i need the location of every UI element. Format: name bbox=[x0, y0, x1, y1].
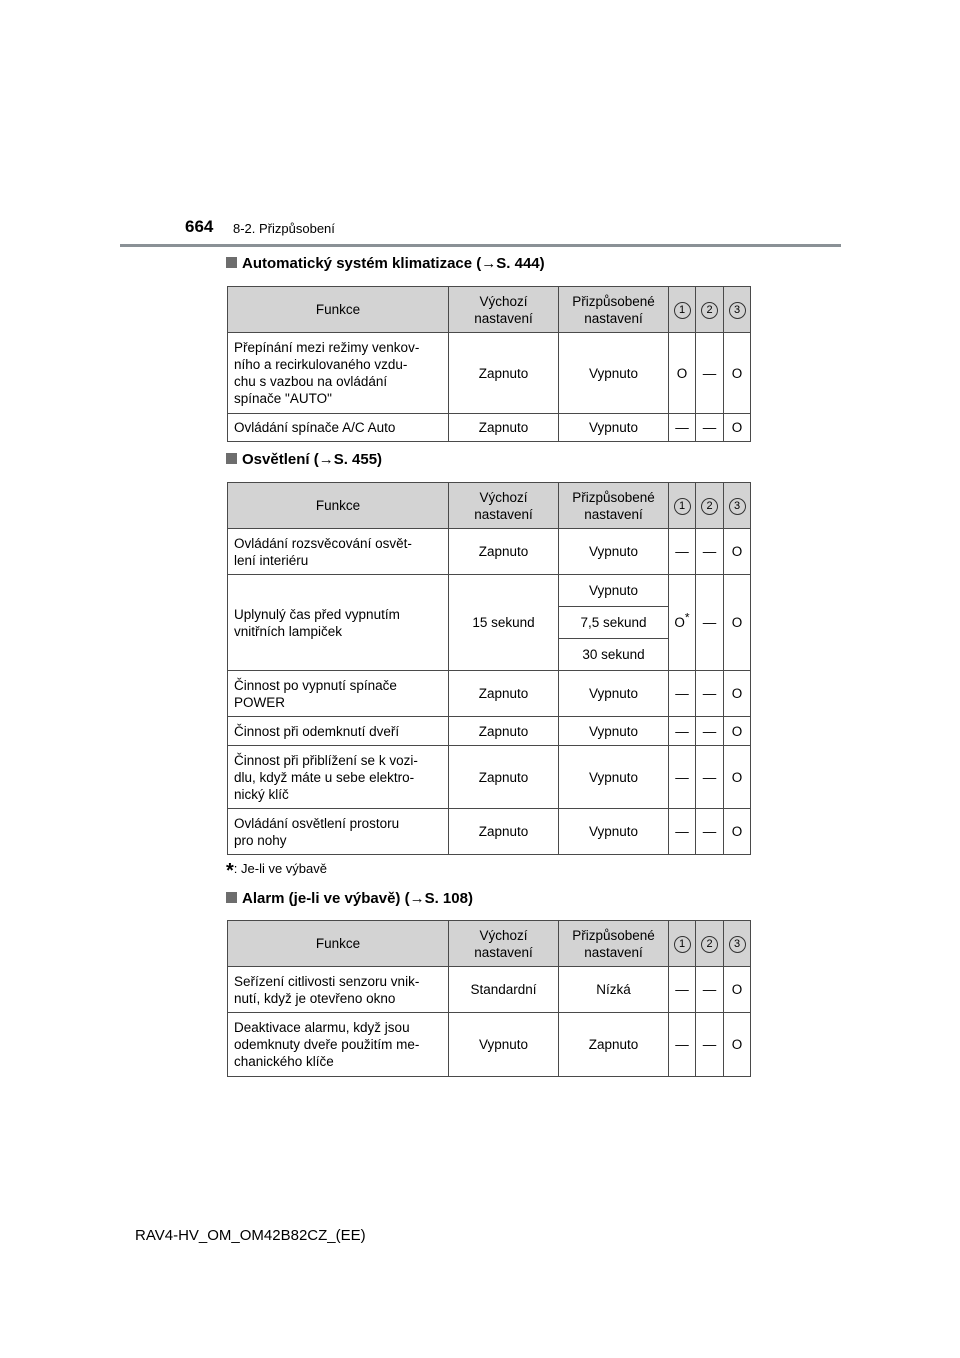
climate-table bbox=[227, 286, 751, 442]
cell-m1: — bbox=[669, 529, 696, 575]
table-header-row bbox=[228, 287, 751, 333]
cell-m3: O bbox=[724, 717, 751, 746]
cell-m2: — bbox=[696, 529, 724, 575]
cell-m2: — bbox=[696, 575, 724, 671]
circled-number-icon: 3 bbox=[729, 498, 746, 515]
cell-m2: — bbox=[696, 333, 724, 414]
cell-function: Deaktivace alarmu, když jsou odemknuty dveře použitím me- chanického klíče bbox=[228, 1013, 449, 1077]
cell-function: Seřízení citlivosti senzoru vnik- nutí, když je otevřeno okno bbox=[228, 967, 449, 1013]
cell-custom: Vypnuto bbox=[559, 414, 669, 442]
circled-number-icon: 3 bbox=[729, 302, 746, 319]
col-function: Funkce bbox=[228, 287, 449, 333]
alarm-table bbox=[227, 920, 751, 1077]
cell-function: Ovládání spínače A/C Auto bbox=[228, 414, 449, 442]
cell-m1: O bbox=[669, 333, 696, 414]
cell-m2: — bbox=[696, 809, 724, 855]
table-row bbox=[228, 333, 751, 414]
circled-number-icon: 2 bbox=[701, 936, 718, 953]
circled-number-icon: 1 bbox=[674, 302, 691, 319]
col-default: Výchozí nastavení bbox=[449, 287, 559, 333]
section-heading-lighting bbox=[226, 451, 382, 468]
circled-number-icon: 1 bbox=[674, 936, 691, 953]
cell-default: Zapnuto bbox=[449, 414, 559, 442]
col-function: Funkce bbox=[228, 483, 449, 529]
circled-number-icon: 2 bbox=[701, 302, 718, 319]
cell-default: Zapnuto bbox=[449, 809, 559, 855]
cell-custom: Vypnuto bbox=[559, 333, 669, 414]
cell-m3: O bbox=[724, 529, 751, 575]
cell-m2: — bbox=[696, 671, 724, 717]
cell-custom: Vypnuto bbox=[559, 671, 669, 717]
cell-function: Ovládání rozsvěcování osvět- lení interiéru bbox=[228, 529, 449, 575]
cell-m3: O bbox=[724, 671, 751, 717]
footnote-star: * bbox=[684, 610, 690, 625]
col-default: Výchozí nastavení bbox=[449, 483, 559, 529]
header-rule bbox=[120, 244, 841, 247]
cell-default: Zapnuto bbox=[449, 333, 559, 414]
cell-m1: — bbox=[669, 717, 696, 746]
circled-number-icon: 1 bbox=[674, 498, 691, 515]
square-bullet-icon bbox=[226, 892, 237, 903]
cell-default: Zapnuto bbox=[449, 529, 559, 575]
cell-m1: — bbox=[669, 967, 696, 1013]
cell-custom: Nízká bbox=[559, 967, 669, 1013]
col-1 bbox=[669, 921, 696, 967]
cell-m2: — bbox=[696, 1013, 724, 1077]
cell-custom: 30 sekund bbox=[559, 639, 669, 671]
col-3 bbox=[724, 921, 751, 967]
circled-number-icon: 2 bbox=[701, 498, 718, 515]
cell-function: Přepínání mezi režimy venkov- ního a recirkulovaného vzdu- chu s vazbou na ovládání spínače "AUTO" bbox=[228, 333, 449, 414]
cell-custom: Zapnuto bbox=[559, 1013, 669, 1077]
col-3 bbox=[724, 483, 751, 529]
cell-function: Uplynulý čas před vypnutím vnitřních lampiček bbox=[228, 575, 449, 671]
page-number: 664 bbox=[185, 217, 214, 236]
document-id: RAV4-HV_OM_OM42B82CZ_(EE) bbox=[135, 1227, 366, 1244]
cell-m2: — bbox=[696, 717, 724, 746]
table-row bbox=[228, 671, 751, 717]
cell-m1: — bbox=[669, 746, 696, 809]
table-row bbox=[228, 809, 751, 855]
cell-custom: Vypnuto bbox=[559, 529, 669, 575]
table-row bbox=[228, 575, 751, 607]
col-2 bbox=[696, 287, 724, 333]
footnote bbox=[226, 860, 327, 883]
table-header-row bbox=[228, 483, 751, 529]
col-custom: Přizpůsobené nastavení bbox=[559, 921, 669, 967]
section-heading-climate bbox=[226, 255, 545, 272]
cell-m1: — bbox=[669, 809, 696, 855]
cell-m3: O bbox=[724, 414, 751, 442]
table-row bbox=[228, 717, 751, 746]
cell-function: Činnost po vypnutí spínače POWER bbox=[228, 671, 449, 717]
col-3 bbox=[724, 287, 751, 333]
cell-m3: O bbox=[724, 333, 751, 414]
circled-number-icon: 3 bbox=[729, 936, 746, 953]
square-bullet-icon bbox=[226, 257, 237, 268]
chapter-title: 8-2. Přizpůsobení bbox=[233, 221, 335, 236]
cell-m3: O bbox=[724, 575, 751, 671]
col-custom: Přizpůsobené nastavení bbox=[559, 483, 669, 529]
table-row bbox=[228, 529, 751, 575]
cell-m3: O bbox=[724, 809, 751, 855]
cell-function: Činnost při přiblížení se k vozi- dlu, když máte u sebe elektro- nický klíč bbox=[228, 746, 449, 809]
cell-default: Zapnuto bbox=[449, 671, 559, 717]
table-row bbox=[228, 414, 751, 442]
cell-custom: Vypnuto bbox=[559, 809, 669, 855]
table-header-row bbox=[228, 921, 751, 967]
cell-m2: — bbox=[696, 414, 724, 442]
cell-m1: O* bbox=[669, 575, 696, 671]
cell-function: Činnost při odemknutí dveří bbox=[228, 717, 449, 746]
cell-m1: — bbox=[669, 414, 696, 442]
cell-m2: — bbox=[696, 746, 724, 809]
square-bullet-icon bbox=[226, 453, 237, 464]
cell-m1: — bbox=[669, 1013, 696, 1077]
cell-m3: O bbox=[724, 1013, 751, 1077]
section-heading-text: Alarm (je-li ve výbavě) (→S. 108) bbox=[242, 890, 473, 907]
cell-custom: Vypnuto bbox=[559, 717, 669, 746]
table-row bbox=[228, 967, 751, 1013]
lighting-table bbox=[227, 482, 751, 855]
cell-default: Zapnuto bbox=[449, 746, 559, 809]
cell-default: Vypnuto bbox=[449, 1013, 559, 1077]
col-custom: Přizpůsobené nastavení bbox=[559, 287, 669, 333]
footnote-star: * bbox=[226, 860, 234, 882]
col-default: Výchozí nastavení bbox=[449, 921, 559, 967]
cell-function: Ovládání osvětlení prostoru pro nohy bbox=[228, 809, 449, 855]
col-2 bbox=[696, 483, 724, 529]
col-function: Funkce bbox=[228, 921, 449, 967]
cell-default: 15 sekund bbox=[449, 575, 559, 671]
section-heading-text: Automatický systém klimatizace (→S. 444) bbox=[242, 255, 545, 272]
section-heading-text: Osvětlení (→S. 455) bbox=[242, 451, 383, 468]
footnote-text: : Je-li ve výbavě bbox=[233, 861, 327, 876]
cell-custom: 7,5 sekund bbox=[559, 607, 669, 639]
section-heading-alarm bbox=[226, 890, 473, 907]
col-2 bbox=[696, 921, 724, 967]
col-1 bbox=[669, 287, 696, 333]
cell-m3: O bbox=[724, 746, 751, 809]
cell-default: Zapnuto bbox=[449, 717, 559, 746]
table-row bbox=[228, 1013, 751, 1077]
cell-custom: Vypnuto bbox=[559, 575, 669, 607]
cell-m1: — bbox=[669, 671, 696, 717]
table-row bbox=[228, 746, 751, 809]
cell-m2: — bbox=[696, 967, 724, 1013]
cell-default: Standardní bbox=[449, 967, 559, 1013]
col-1 bbox=[669, 483, 696, 529]
cell-custom: Vypnuto bbox=[559, 746, 669, 809]
cell-m3: O bbox=[724, 967, 751, 1013]
